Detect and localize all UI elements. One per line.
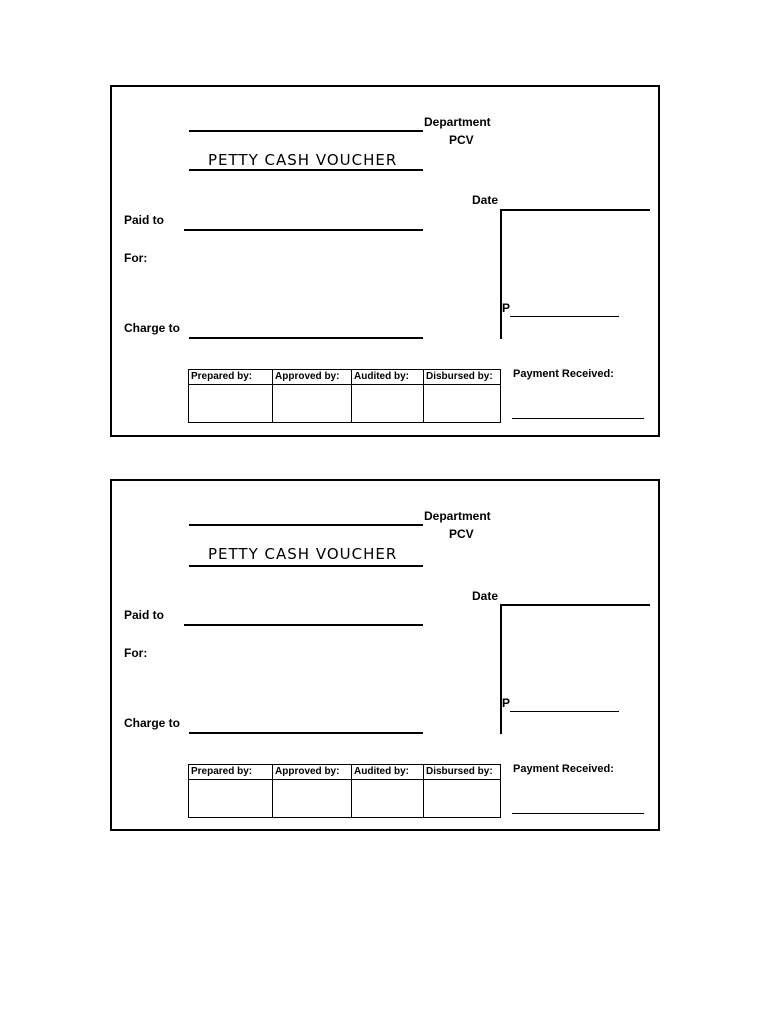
- amount-divider: [500, 209, 502, 339]
- charge-to-line: [189, 732, 423, 734]
- disbursed-by-label: Disbursed by:: [424, 765, 501, 780]
- approved-by-label: Approved by:: [273, 765, 352, 780]
- voucher-title: PETTY CASH VOUCHER: [208, 545, 398, 563]
- disbursed-by-signature: [424, 780, 501, 818]
- payment-received-label: Payment Received:: [513, 763, 614, 775]
- charge-to-label: Charge to: [124, 716, 181, 730]
- paid-to-line: [184, 624, 423, 626]
- disbursed-by-label: Disbursed by:: [424, 370, 501, 385]
- title-underline: [189, 565, 423, 567]
- pcv-label: PCV: [449, 527, 474, 541]
- voucher-1: [110, 85, 660, 437]
- peso-label: P: [502, 301, 511, 315]
- voucher-2: [110, 479, 660, 831]
- amount-divider: [500, 604, 502, 734]
- date-label: Date: [472, 193, 499, 207]
- department-line: [189, 524, 423, 526]
- prepared-by-signature: [189, 385, 273, 423]
- prepared-by-label: Prepared by:: [189, 765, 273, 780]
- voucher-title: PETTY CASH VOUCHER: [208, 151, 398, 169]
- approved-by-label: Approved by:: [273, 370, 352, 385]
- charge-to-label: Charge to: [124, 321, 181, 335]
- paid-to-line: [184, 229, 423, 231]
- date-line: [500, 209, 650, 211]
- audited-by-label: Audited by:: [352, 765, 424, 780]
- paid-to-label: Paid to: [124, 213, 165, 227]
- disbursed-by-signature: [424, 385, 501, 423]
- amount-line: [510, 316, 619, 317]
- signature-table: [188, 369, 501, 423]
- peso-label: P: [502, 696, 511, 710]
- audited-by-signature: [352, 780, 424, 818]
- approved-by-signature: [273, 385, 352, 423]
- for-label: For:: [124, 251, 148, 265]
- payment-received-line: [512, 418, 644, 419]
- title-underline: [189, 169, 423, 171]
- pcv-label: PCV: [449, 133, 474, 147]
- prepared-by-label: Prepared by:: [189, 370, 273, 385]
- payment-received-label: Payment Received:: [513, 368, 614, 380]
- audited-by-label: Audited by:: [352, 370, 424, 385]
- payment-received-line: [512, 813, 644, 814]
- department-label: Department: [424, 115, 491, 129]
- charge-to-line: [189, 337, 423, 339]
- paid-to-label: Paid to: [124, 608, 165, 622]
- audited-by-signature: [352, 385, 424, 423]
- department-label: Department: [424, 509, 491, 523]
- for-label: For:: [124, 646, 148, 660]
- date-line: [500, 604, 650, 606]
- prepared-by-signature: [189, 780, 273, 818]
- signature-table: [188, 764, 501, 818]
- approved-by-signature: [273, 780, 352, 818]
- amount-line: [510, 711, 619, 712]
- date-label: Date: [472, 589, 499, 603]
- department-line: [189, 130, 423, 132]
